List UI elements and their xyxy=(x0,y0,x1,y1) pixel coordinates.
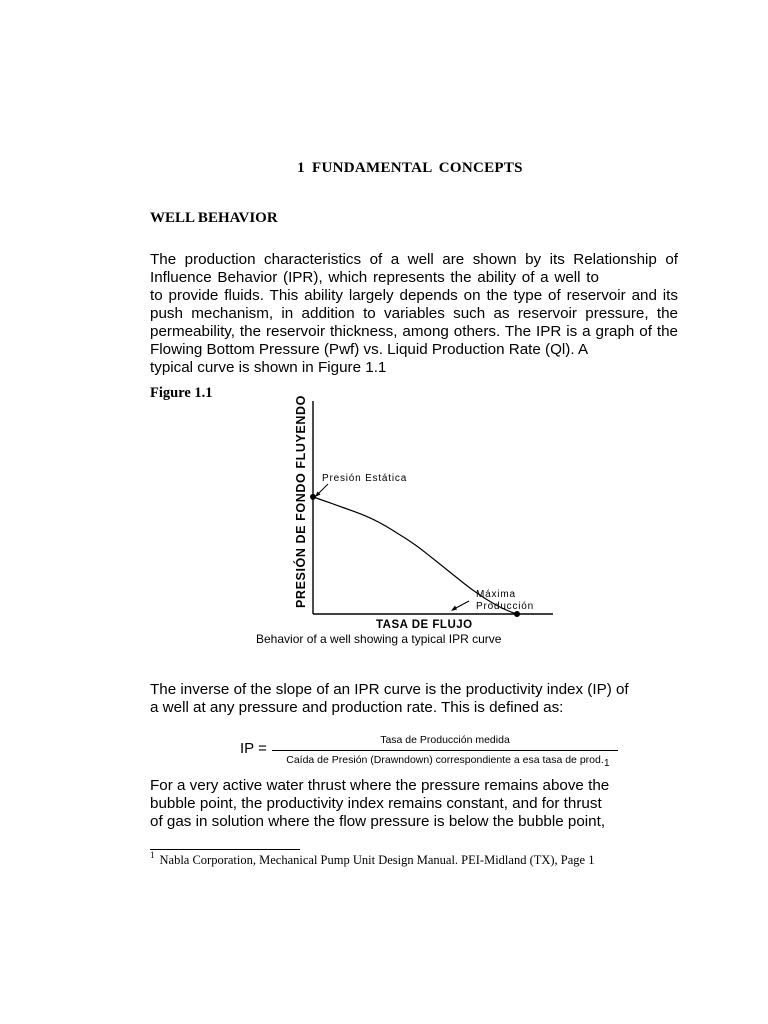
ipr-chart xyxy=(280,395,570,635)
paragraph-line: typical curve is shown in Figure 1.1 xyxy=(150,359,387,376)
y-axis-label: PRESIÓN DE FONDO FLUYENDO xyxy=(294,395,308,608)
footnote-separator xyxy=(150,849,300,850)
annotation-pointer-max xyxy=(454,601,469,609)
paragraph-line: bubble point, the productivity index remains constant, and for thrust xyxy=(150,795,602,812)
formula-lhs: IP = xyxy=(240,740,267,757)
paragraph-productivity-index xyxy=(150,681,678,717)
paragraph-line: permeability, the reservoir thickness, among others. The IPR is a graph of the xyxy=(150,323,678,340)
paragraph-line: Flowing Bottom Pressure (Pwf) vs. Liquid Production Rate (Ql). A xyxy=(150,341,589,358)
x-axis-label: TASA DE FLUJO xyxy=(376,619,473,631)
formula-denominator: Caída de Presión (Drawndown) correspondiente a esa tasa de prod. xyxy=(286,754,604,766)
section-heading: WELL BEHAVIOR xyxy=(150,210,278,226)
figure-label: Figure 1.1 xyxy=(150,385,213,401)
figure-caption: Behavior of a well showing a typical IPR curve xyxy=(256,632,502,646)
paragraph-ipr-intro xyxy=(150,251,678,377)
footnote-text: Nabla Corporation, Mechanical Pump Unit Design Manual. PEI-Midland (TX), Page 1 xyxy=(159,853,595,868)
arrowhead-max xyxy=(451,606,457,612)
paragraph-line: push mechanism, in addition to variables such as reservoir pressure, the xyxy=(150,305,678,322)
paragraph-line: The production characteristics of a well are shown by its Relationship of xyxy=(150,251,678,268)
formula-numerator: Tasa de Producción medida xyxy=(380,734,510,746)
paragraph-line: For a very active water thrust where the pressure remains above the xyxy=(150,777,610,794)
paragraph-line: to provide fluids. This ability largely depends on the type of reservoir and its xyxy=(150,287,678,304)
chapter-title: 1 FUNDAMENTAL CONCEPTS xyxy=(297,160,523,176)
footnote-marker: 1 xyxy=(150,850,155,860)
fraction-bar xyxy=(272,750,618,751)
equation-number: 1 xyxy=(604,758,610,769)
paragraph-line: The inverse of the slope of an IPR curve is the productivity index (IP) of xyxy=(150,681,629,698)
annotation-static-pressure: Presión Estática xyxy=(322,473,408,484)
productivity-index-formula xyxy=(240,734,630,774)
annotation-max-production-line2: Producción xyxy=(476,601,535,612)
paragraph-water-thrust xyxy=(150,777,678,831)
footnote xyxy=(150,851,594,868)
paragraph-line: Influence Behavior (IPR), which represents the ability of a well to xyxy=(150,269,599,286)
annotation-max-production-line1: Máxima xyxy=(476,589,516,600)
paragraph-line: of gas in solution where the flow pressure is below the bubble point, xyxy=(150,813,606,830)
paragraph-line: a well at any pressure and production rate. This is defined as: xyxy=(150,699,564,716)
